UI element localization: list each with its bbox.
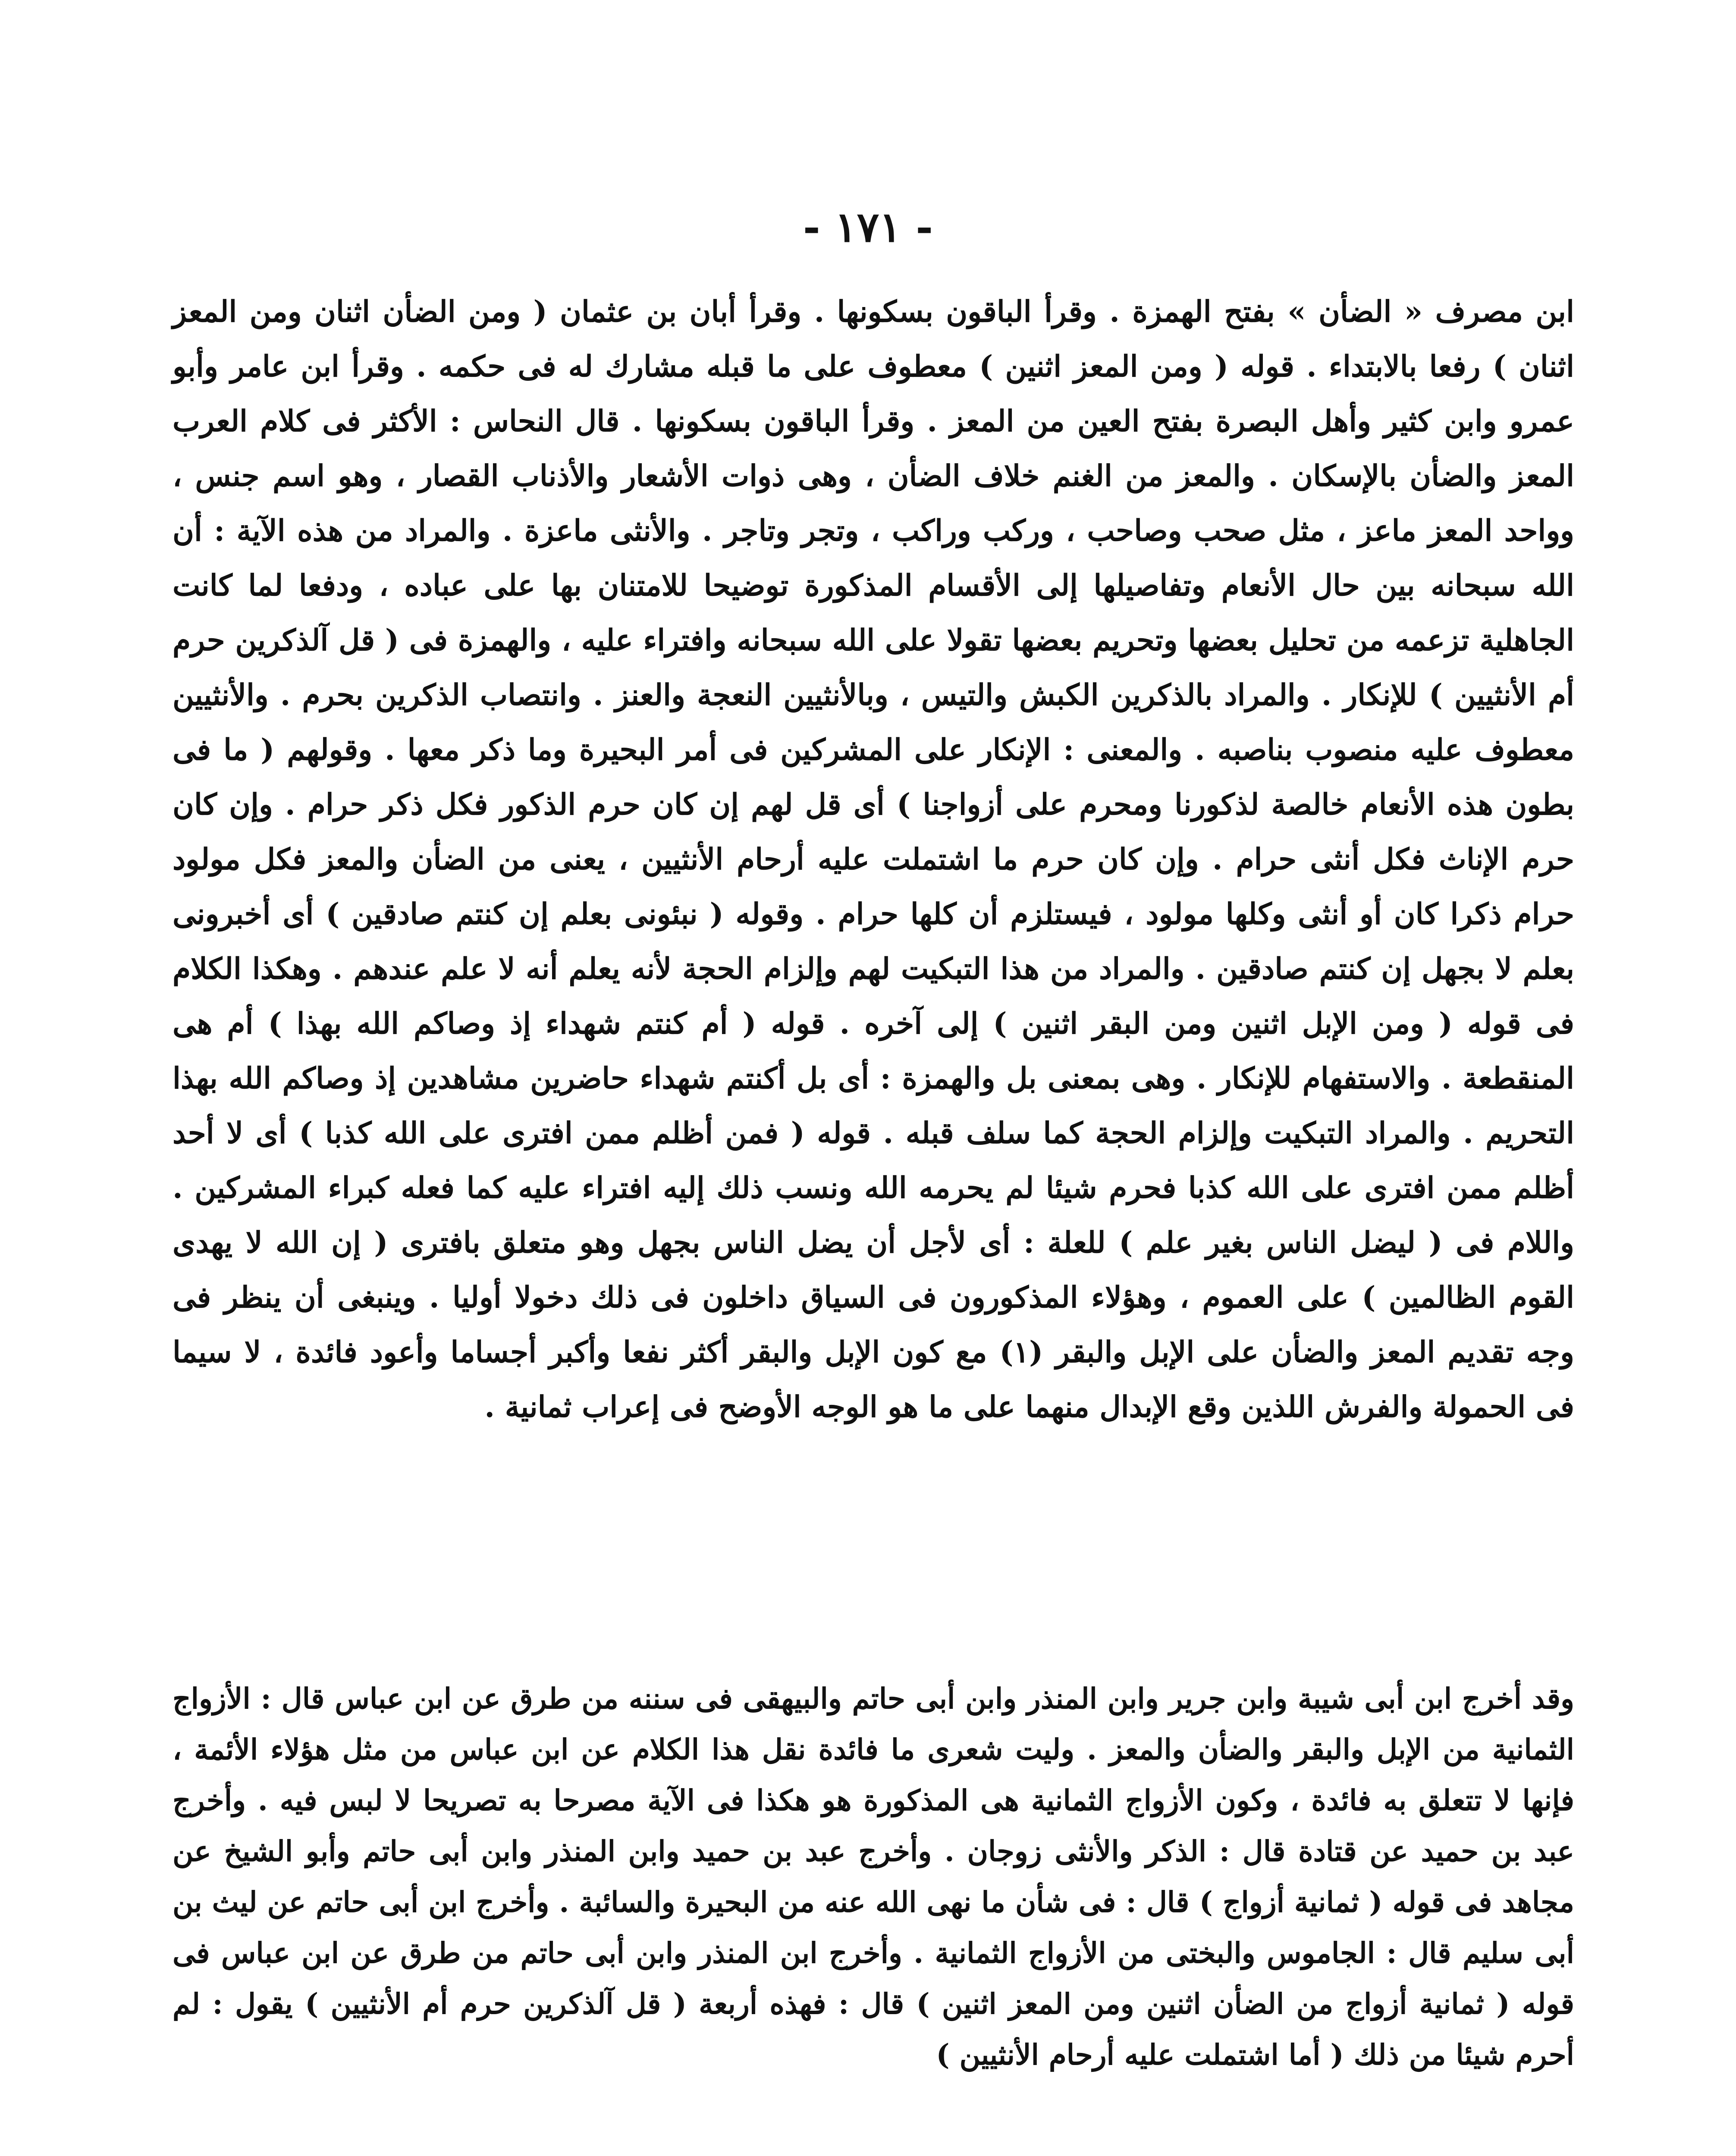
narrations-paragraph: وقد أخرج ابن أبى شيبة وابن جرير وابن المنذر وابن أبى حاتم والبيهقى فى سننه من طرق عن ابن عباس قال : الأزواج الثمانية من الإبل والبقر والضأن والمعز . وليت شعرى ما فائدة نقل هذا الكلام عن ابن عباس من مثل هؤلاء الأئمة ، فإنها لا تتعلق به فائدة ، وكون الأزواج الثمانية هى المذكورة هو هكذا فى الآية مصرحا به تصريحا لا لبس فيه . وأخرج عبد بن حميد عن قتادة قال : الذكر والأنثى زوجان . وأخرج عبد بن حميد وابن المنذر وابن أبى حاتم وأبو الشيخ عن مجاهد فى قوله ( ثمانية أزواج ) قال : فى شأن ما نهى الله عنه من البحيرة والسائبة . وأخرج ابن أبى حاتم عن ليث بن أبى سليم قال : الجاموس والبختى من الأزواج الثمانية . وأخرج ابن المنذر وابن أبى حاتم من طرق عن ابن عباس فى قوله ( ثمانية أزواج من الضأن اثنين ومن المعز اثنين ) قال : فهذه أربعة ( قل آلذكرين حرم أم الأنثيين ) يقول : لم أحرم شيئا من ذلك ( أما اشتملت عليه أرحام الأنثيين ) — [173, 1682, 1575, 2071]
page-number: - ١٧١ - — [803, 203, 933, 251]
commentary-paragraph: ابن مصرف « الضأن » بفتح الهمزة . وقرأ الباقون بسكونها . وقرأ أبان بن عثمان ( ومن الضأن اثنان ومن المعز اثنان ) رفعا بالابتداء . قوله ( ومن المعز اثنين ) معطوف على ما قبله مشارك له فى حكمه . وقرأ ابن عامر وأبو عمرو وابن كثير وأهل البصرة بفتح العين من المعز . وقرأ الباقون بسكونها . قال النحاس : الأكثر فى كلام العرب المعز والضأن بالإسكان . والمعز من الغنم خلاف الضأن ، وهى ذوات الأشعار والأذناب القصار ، وهو اسم جنس ، وواحد المعز ماعز ، مثل صحب وصاحب ، وركب وراكب ، وتجر وتاجر . والأنثى ماعزة . والمراد من هذه الآية : أن الله سبحانه بين حال الأنعام وتفاصيلها إلى الأقسام المذكورة توضيحا للامتنان بها على عباده ، ودفعا لما كانت الجاهلية تزعمه من تحليل بعضها وتحريم بعضها تقولا على الله سبحانه وافتراء عليه ، والهمزة فى ( قل آلذكرين حرم أم الأنثيين ) للإنكار . والمراد بالذكرين الكبش والتيس ، وبالأنثيين النعجة والعنز . وانتصاب الذكرين بحرم . والأنثيين معطوف عليه منصوب بناصبه . والمعنى : الإنكار على المشركين فى أمر البحيرة وما ذكر معها . وقولهم ( ما فى بطون هذه الأنعام خالصة لذكورنا ومحرم على أزواجنا ) أى قل لهم إن كان حرم الذكور فكل ذكر حرام . وإن كان حرم الإناث فكل أنثى حرام . وإن كان حرم ما اشتملت عليه أرحام الأنثيين ، يعنى من الضأن والمعز فكل مولود حرام ذكرا كان أو أنثى وكلها مولود ، فيستلزم أن كلها حرام . وقوله ( نبئونى بعلم إن كنتم صادقين ) أى أخبرونى بعلم لا بجهل إن كنتم صادقين . والمراد من هذا التبكيت لهم وإلزام الحجة لأنه يعلم أنه لا علم عندهم . وهكذا الكلام فى قوله ( ومن الإبل اثنين ومن البقر اثنين ) إلى آخره . قوله ( أم كنتم شهداء إذ وصاكم الله بهذا ) أم هى المنقطعة . والاستفهام للإنكار . وهى بمعنى بل والهمزة : أى بل أكنتم شهداء حاضرين مشاهدين إذ وصاكم الله بهذا التحريم . والمراد التبكيت وإلزام الحجة كما سلف قبله . قوله ( فمن أظلم ممن افترى على الله كذبا ) أى لا أحد أظلم ممن افترى على الله كذبا فحرم شيئا لم يحرمه الله ونسب ذلك إليه افتراء عليه كما فعله كبراء المشركين . واللام فى ( ليضل الناس بغير علم ) للعلة : أى لأجل أن يضل الناس بجهل وهو متعلق بافترى ( إن الله لا يهدى القوم الظالمين ) على العموم ، وهؤلاء المذكورون فى السياق داخلون فى ذلك دخولا أوليا . وينبغى أن ينظر فى وجه تقديم المعز والضأن على الإبل والبقر (١) مع كون الإبل والبقر أكثر نفعا وأكبر أجساما وأعود فائدة ، لا سيما فى الحمولة والفرش اللذين وقع الإبدال منهما على ما هو الوجه الأوضح فى إعراب ثمانية . — [173, 295, 1575, 1424]
main-commentary-text — [173, 285, 1574, 1435]
narrations-paragraph-block — [173, 1673, 1574, 2080]
